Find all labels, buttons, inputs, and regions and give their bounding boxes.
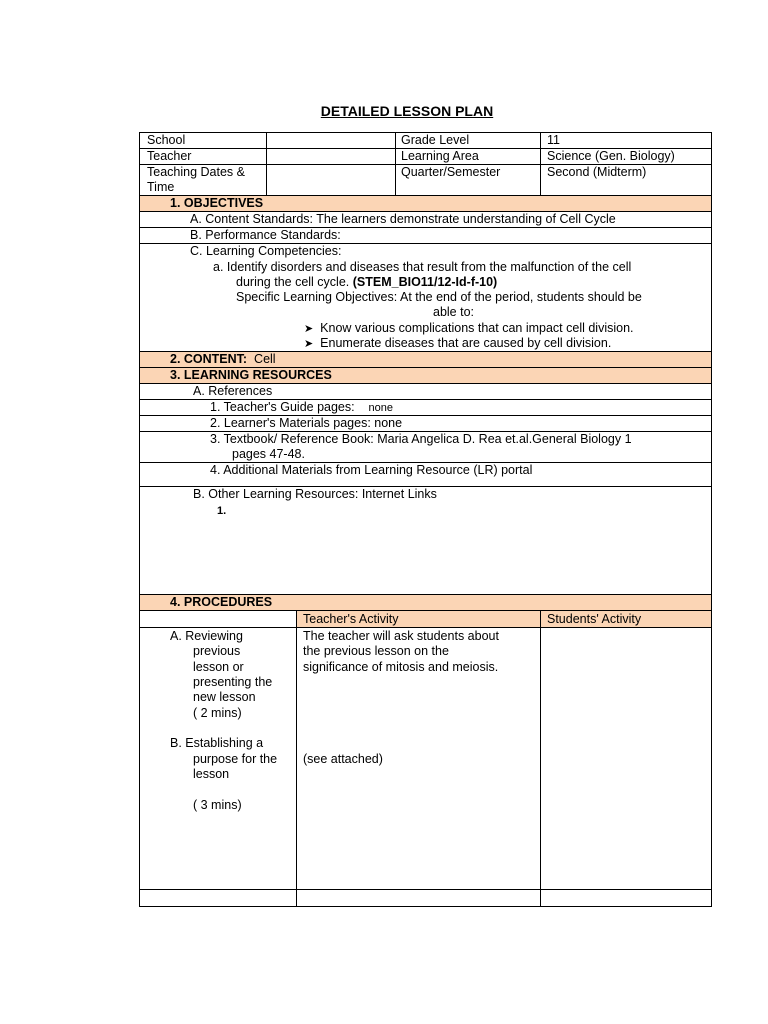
textbook: 3. Textbook/ Reference Book: Maria Angelica D. Rea et.al.General Biology 1 (210, 432, 632, 446)
step-a-teacher-activity: significance of mitosis and meiosis. (303, 660, 499, 674)
step-a-label: presenting the (193, 675, 273, 689)
learning-competencies: C. Learning Competencies: (190, 244, 342, 258)
step-b-teacher-activity: (see attached) (303, 752, 383, 766)
additional-materials: 4. Additional Materials from Learning Resource (LR) portal (210, 463, 533, 477)
other-resources: B. Other Learning Resources: Internet Links (193, 487, 437, 501)
arrow-bullet-icon: ➤ (304, 338, 314, 350)
step-a-label: new lesson (193, 690, 256, 704)
specific-objectives: Specific Learning Objectives: At the end of the period, students should be (236, 290, 642, 304)
area-value: Science (Gen. Biology) (547, 149, 675, 163)
step-b-label: lesson (193, 767, 230, 781)
page-title: DETAILED LESSON PLAN (320, 103, 494, 119)
content-row: 2. CONTENT: Cell (170, 352, 276, 366)
area-label: Learning Area (401, 149, 479, 163)
learners-materials: 2. Learner's Materials pages: none (210, 416, 403, 430)
step-b-label: purpose for the (193, 752, 278, 766)
step-a-label: A. Reviewing (170, 629, 243, 643)
step-b-time: ( 3 mins) (193, 798, 242, 812)
other-resource-item: 1. (217, 505, 227, 517)
performance-standards: B. Performance Standards: (190, 228, 341, 242)
student-activity-header: Students' Activity (547, 612, 642, 626)
competency-a: a. Identify disorders and diseases that result from the malfunction of the cell (213, 260, 632, 274)
step-b-label: B. Establishing a (170, 736, 264, 750)
teachers-guide-value: none (368, 402, 394, 414)
step-a-teacher-activity: The teacher will ask students about (303, 629, 499, 643)
grade-label: Grade Level (401, 133, 470, 147)
quarter-label: Quarter/Semester (401, 165, 501, 179)
content-standards: A. Content Standards: The learners demonstrate understanding of Cell Cycle (190, 212, 616, 226)
teacher-label: Teacher (147, 149, 192, 163)
school-label: School (147, 133, 186, 147)
resources-header: 3. LEARNING RESOURCES (170, 368, 332, 382)
dates-label-2: Time (147, 180, 175, 194)
step-a-label: previous (193, 644, 241, 658)
dates-label: Teaching Dates & (147, 165, 245, 179)
teacher-activity-header: Teacher's Activity (303, 612, 399, 626)
step-a-teacher-activity: the previous lesson on the (303, 644, 449, 658)
step-a-time: ( 2 mins) (193, 706, 242, 720)
step-a-label: lesson or (193, 660, 244, 674)
content-value: Cell (254, 352, 276, 366)
references: A. References (193, 384, 273, 398)
teachers-guide: 1. Teacher's Guide pages: none (210, 400, 394, 414)
textbook-pages: pages 47-48. (232, 447, 305, 461)
competency-a-line2: during the cell cycle. (STEM_BIO11/12-Id-f-10) (236, 275, 498, 289)
objective-bullet: ➤ Know various complications that can impact cell division. (304, 321, 634, 335)
procedures-header: 4. PROCEDURES (170, 595, 273, 609)
objective-bullet: ➤ Enumerate diseases that are caused by cell division. (304, 336, 612, 350)
quarter-value: Second (Midterm) (547, 165, 647, 179)
competency-code: (STEM_BIO11/12-Id-f-10) (352, 275, 498, 289)
objectives-header: 1. OBJECTIVES (170, 196, 264, 210)
grade-value: 11 (547, 133, 560, 147)
arrow-bullet-icon: ➤ (304, 323, 314, 335)
specific-objectives-line2: able to: (433, 305, 475, 319)
